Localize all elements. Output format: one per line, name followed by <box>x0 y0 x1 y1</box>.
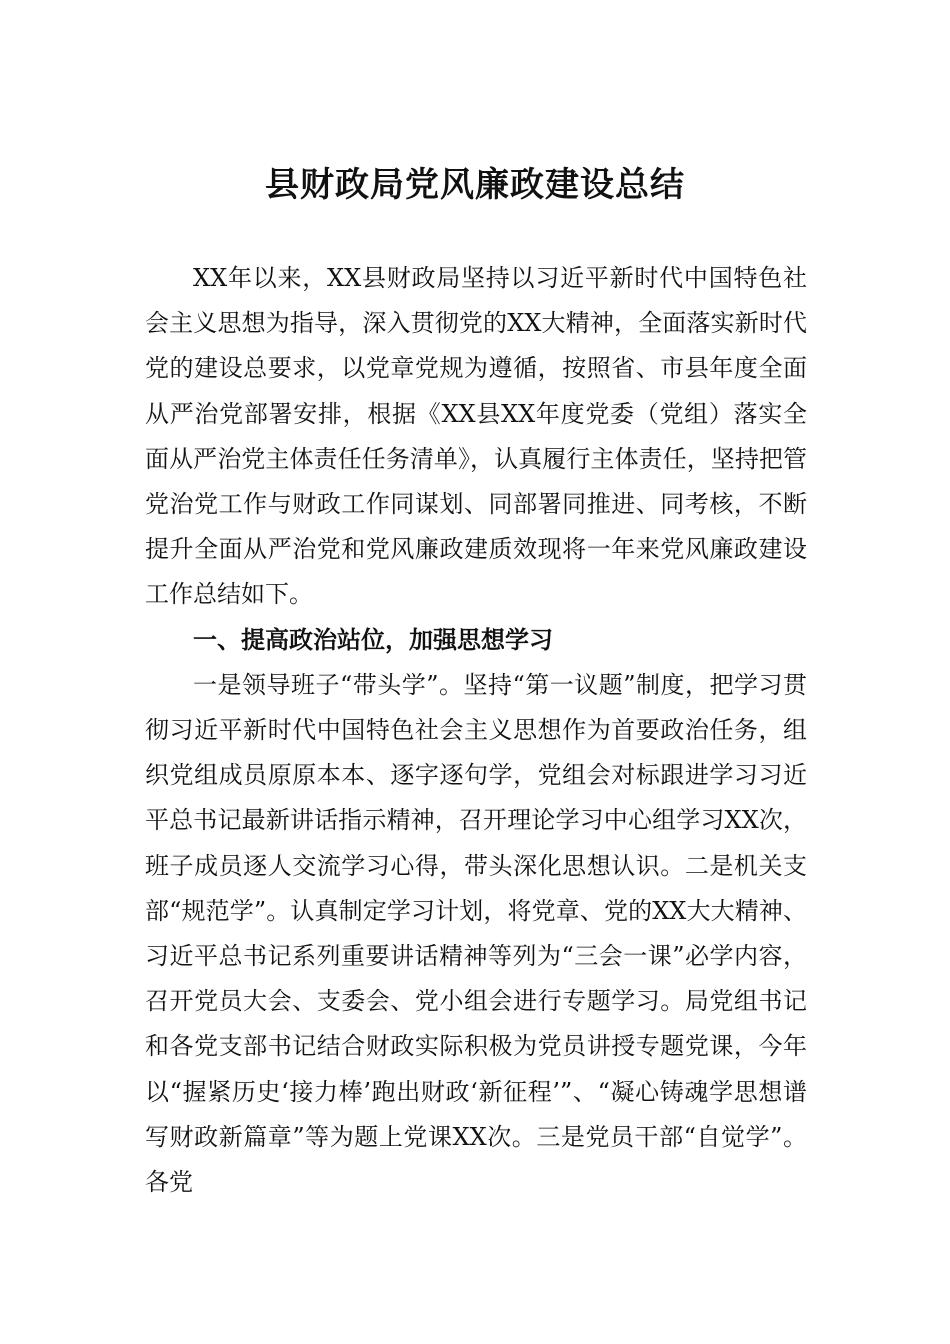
section-1-paragraph: 一是领导班子“带头学”。坚持“第一议题”制度，把学习贯彻习近平新时代中国特色社会主义思想作为首要政治任务，组织党组成员原原本本、逐字逐句学，党组会对标跟进学习习近平总书记最新讲话指示精神，召开理论学习中心组学习XX次，班子成员逐人交流学习心得，带头深化思想认识。二是机关支部“规范学”。认真制定学习计划，将党章、党的XX大大精神、习近平总书记系列重要讲话精神等列为“三会一课”必学内容，召开党员大会、支委会、党小组会进行专题学习。局党组书记和各党支部书记结合财政实际积极为党员讲授专题党课，今年以“握紧历史‘接力棒’跑出财政‘新征程’”、“凝心铸魂学思想谱写财政新篇章”等为题上党课XX次。三是党员干部“自觉学”。各党 <box>145 670 807 1197</box>
section-heading-1: 一、提高政治站位，加强思想学习 <box>193 625 553 654</box>
document-title: 县财政局党风廉政建设总结 <box>265 165 685 205</box>
intro-paragraph: XX年以来，XX县财政局坚持以习近平新时代中国特色社会主义思想为指导，深入贯彻党的XX大精神，全面落实新时代党的建设总要求，以党章党规为遵循，按照省、市县年度全面从严治党部署安排，根据《XX县XX年度党委（党组）落实全面从严治党主体责任任务清单》，认真履行主体责任，坚持把管党治党工作与财政工作同谋划、同部署同推进、同考核，不断提升全面从严治党和党风廉政建质效现将一年来党风廉政建设工作总结如下。 <box>145 264 807 609</box>
document-body <box>145 256 807 1205</box>
